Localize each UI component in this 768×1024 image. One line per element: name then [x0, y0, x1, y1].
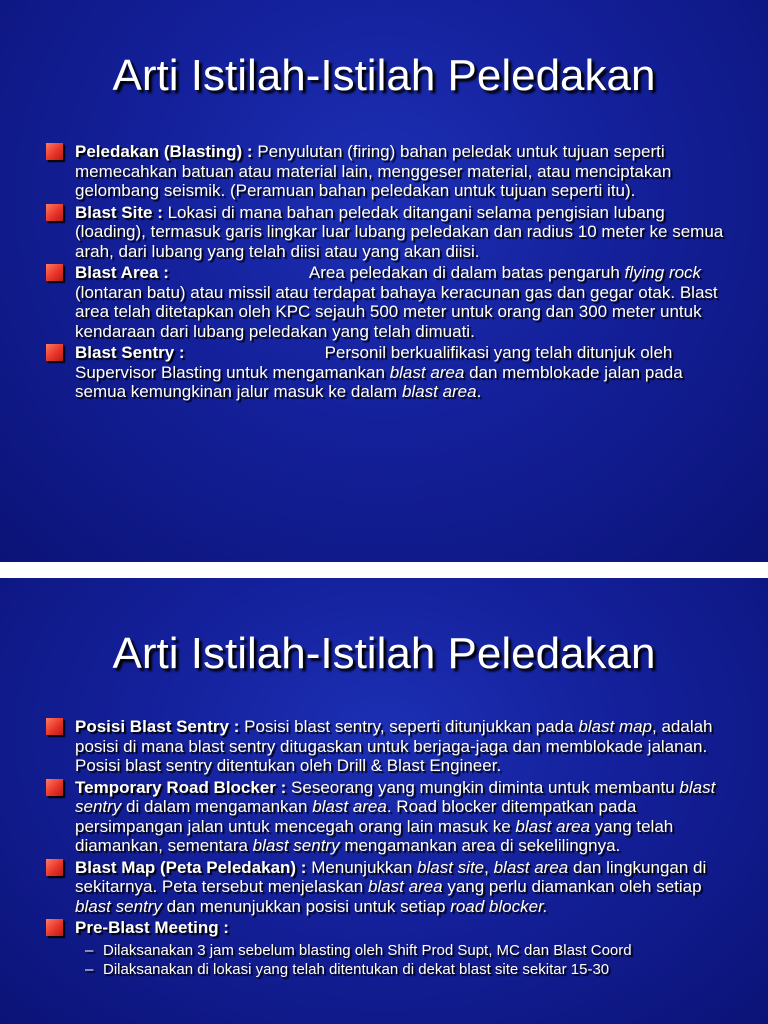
- term-label: Blast Map (Peta Peledakan) :: [75, 857, 307, 877]
- dash-bullet-icon: –: [85, 941, 94, 959]
- term-definition: Menunjukkan: [306, 857, 418, 877]
- term-italic: blast sentry: [252, 836, 340, 855]
- term-italic: flying rock: [624, 263, 702, 282]
- square-bullet-icon: [46, 143, 63, 160]
- term-definition: di dalam mengamankan: [121, 797, 313, 816]
- square-bullet-icon: [46, 264, 63, 281]
- square-bullet-icon: [46, 919, 63, 936]
- term-definition: dan menunjukkan posisi untuk setiap: [161, 896, 451, 916]
- list-item: [46, 778, 728, 856]
- term-definition: Posisi blast sentry, seperti ditunjukkan pada: [239, 717, 579, 736]
- term-label: Blast Area :: [75, 263, 169, 282]
- term-italic: blast area: [312, 797, 387, 816]
- term-definition: yang telah diamankan, sementara: [75, 816, 674, 855]
- term-definition: .: [476, 382, 482, 401]
- term-definition: yang perlu diamankan oleh setiap: [442, 877, 702, 896]
- term-italic: blast sentry: [75, 896, 162, 916]
- term-italic: blast sentry: [75, 777, 716, 816]
- square-bullet-icon: [46, 779, 63, 796]
- term-definition: mengamankan area di sekelilingnya.: [339, 836, 621, 855]
- term-label: Peledakan (Blasting) :: [75, 142, 253, 161]
- term-definition: . Road blocker ditempatkan pada persimpangan jalan untuk mencegah orang lain masuk ke: [75, 797, 637, 836]
- term-definition: ,: [484, 857, 494, 877]
- definition-list: [46, 142, 728, 404]
- square-bullet-icon: [46, 859, 63, 876]
- term-label: Blast Site :: [75, 202, 163, 222]
- term-italic: blast area: [493, 857, 569, 877]
- term-label: Blast Sentry :: [75, 343, 185, 362]
- dash-bullet-icon: –: [85, 960, 94, 978]
- term-italic: blast map: [578, 717, 653, 736]
- term-label: Posisi Blast Sentry :: [75, 717, 240, 736]
- term-definition: Lokasi di mana bahan peledak ditangani selama pengisian lubang (loading), termasuk garis lingkar luar lubang peledakan dan radius 10 meter ke semua arah, dari lubang yang telah diisi atau yang akan diisi.: [75, 202, 724, 261]
- term-definition: Area peledakan di dalam batas pengaruh: [308, 263, 625, 282]
- term-definition: dan lingkungan di sekitarnya. Peta tersebut menjelaskan: [75, 857, 707, 896]
- list-item: [46, 203, 728, 262]
- square-bullet-icon: [46, 204, 63, 221]
- term-label: Temporary Road Blocker :: [75, 777, 287, 797]
- list-item: [46, 717, 728, 776]
- term-definition: Penyulutan (firing) bahan peledak untuk tujuan seperti memecahkan batuan atau material lain, menggeser material, atau menciptakan gelombang seismik. (Peramuan bahan peledakan untuk tujuan seperti itu).: [75, 142, 672, 200]
- sub-list: [75, 941, 728, 979]
- term-italic: road blocker.: [450, 896, 548, 916]
- list-item: [46, 263, 728, 341]
- sub-list-item: [75, 960, 728, 979]
- list-item: [46, 343, 728, 402]
- slide-title: Arti Istilah-Istilah Peledakan: [112, 629, 656, 678]
- sub-item-text: Dilaksanakan di lokasi yang telah ditentukan di dekat blast site sekitar 15-30: [103, 960, 610, 978]
- term-definition: (lontaran batu) atau missil atau terdapat bahaya keracunan gas dan gegar otak. Blast area telah ditetapkan oleh KPC sejauh 500 meter untuk orang dan 300 meter untuk kendaraan dari lubang peledakan yang telah dimuati.: [75, 282, 718, 341]
- term-italic: blast area: [401, 382, 477, 401]
- term-definition: Personil berkualifikasi yang telah ditunjuk oleh Supervisor Blasting untuk mengamankan: [75, 343, 673, 382]
- term-italic: blast site: [417, 857, 485, 877]
- list-item: [46, 858, 728, 917]
- slide-2: [0, 578, 768, 1024]
- square-bullet-icon: [46, 344, 63, 361]
- square-bullet-icon: [46, 718, 63, 735]
- term-definition: , adalah posisi di mana blast sentry ditugaskan untuk berjaga-jaga dan memblokade jalanan. Posisi blast sentry ditentukan oleh Drill & Blast Engineer.: [75, 717, 713, 775]
- term-label: Pre-Blast Meeting :: [75, 918, 229, 937]
- sub-list-item: [75, 941, 728, 960]
- term-definition: dan memblokade jalan pada semua kemungkinan jalur masuk ke dalam: [75, 362, 683, 401]
- term-italic: blast area: [515, 816, 591, 836]
- term-definition: Seseorang yang mungkin diminta untuk membantu: [286, 777, 680, 797]
- slide-title: Arti Istilah-Istilah Peledakan: [112, 51, 656, 100]
- term-italic: blast area: [389, 362, 465, 382]
- term-italic: blast area: [367, 877, 443, 896]
- sub-item-text: Dilaksanakan 3 jam sebelum blasting oleh Shift Prod Supt, MC dan Blast Coord: [103, 941, 632, 959]
- list-item: [46, 918, 728, 979]
- list-item: [46, 142, 728, 201]
- definition-list: [46, 717, 728, 981]
